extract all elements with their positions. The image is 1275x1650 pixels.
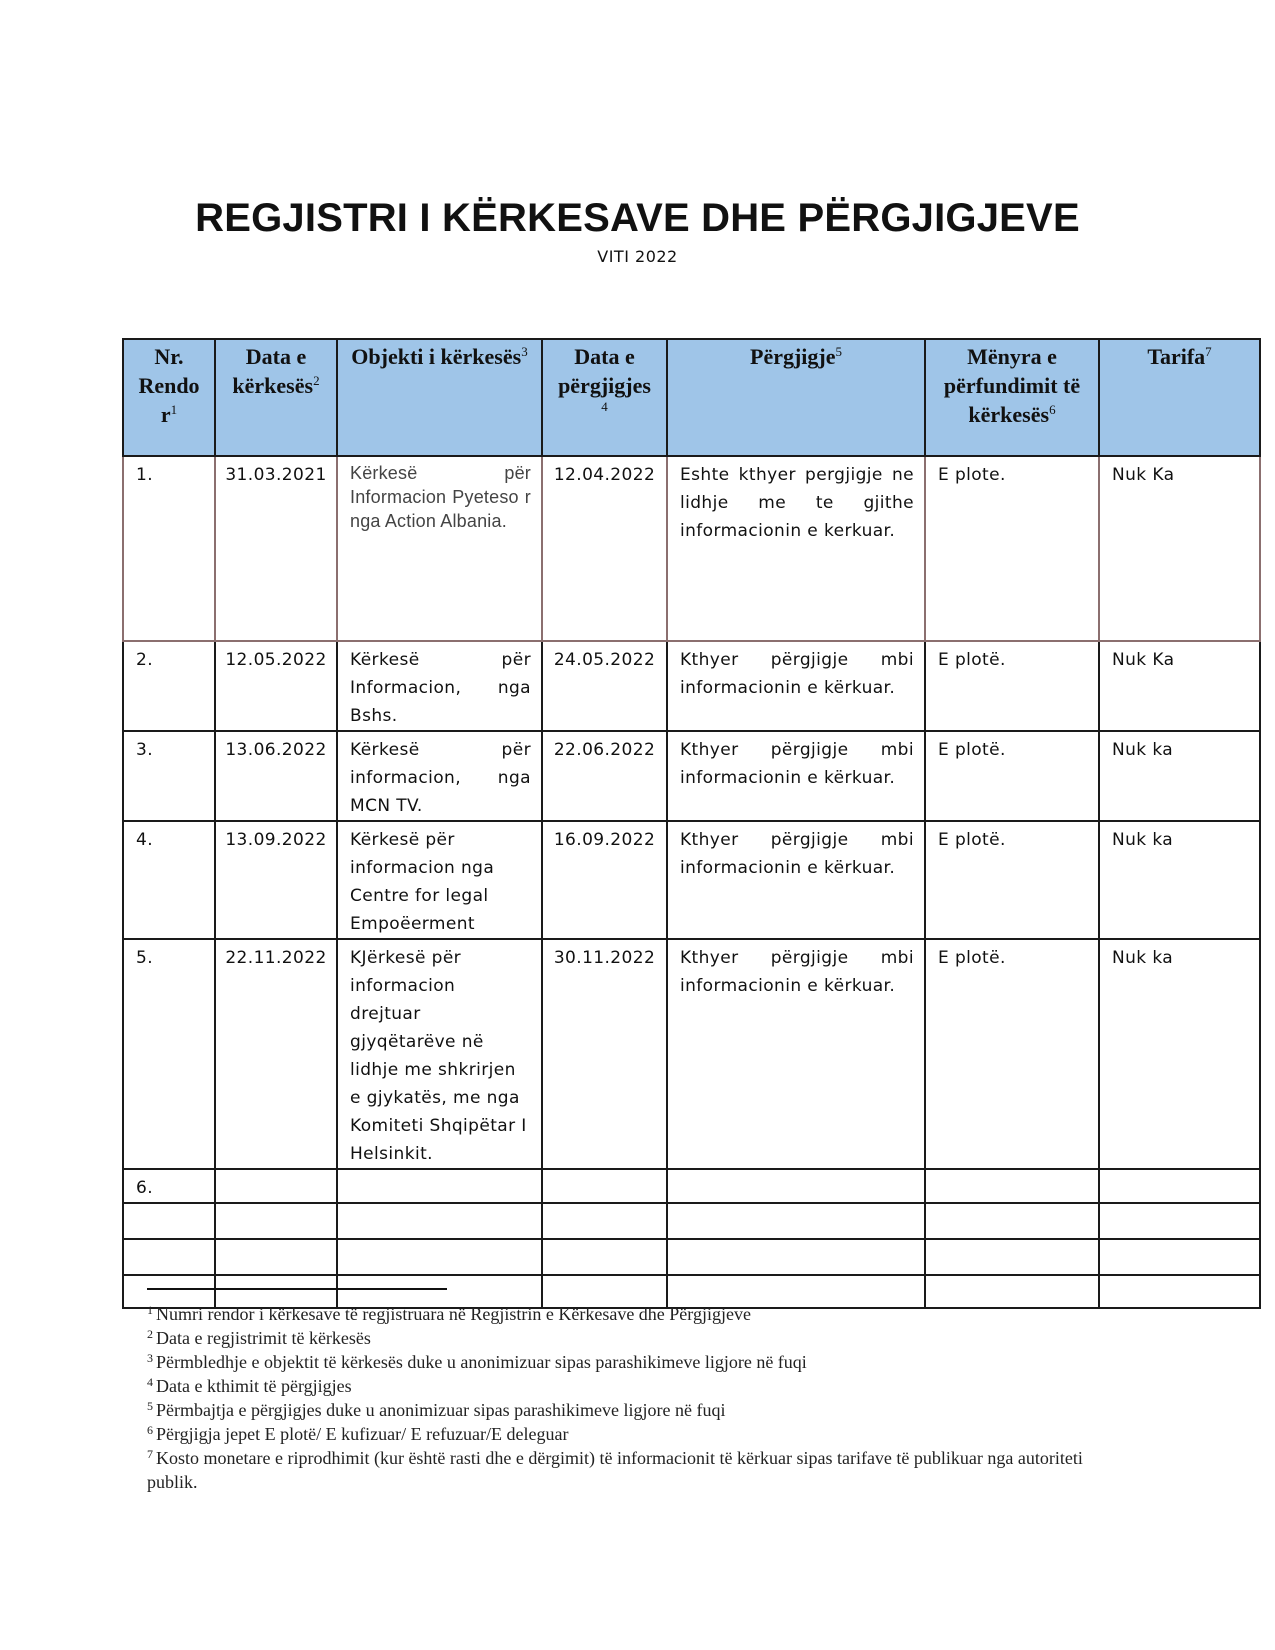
header-data-pergjigjes: Data e përgjigjes 4 (542, 339, 667, 456)
table-row (123, 731, 1260, 821)
cell-nr: 5. (123, 939, 215, 1169)
cell-empty (123, 1203, 215, 1239)
cell-empty (667, 1203, 925, 1239)
cell-nr: 1. (123, 456, 215, 641)
header-menyra: Mënyra e përfundimit të kërkesës$^6$ (925, 339, 1099, 456)
table-row (123, 641, 1260, 731)
cell-data-pergjigjes: 24.05.2022 (542, 641, 667, 731)
cell-menyra: E plotë. (925, 821, 1099, 939)
cell-menyra: E plote. (925, 456, 1099, 641)
cell-empty (337, 1169, 542, 1203)
page-title: REGJISTRI I KËRKESAVE DHE PËRGJIGJEVE (195, 196, 1080, 240)
cell-menyra: E plotë. (925, 731, 1099, 821)
header-data-kerkeses: Data e kërkesës$^2$ (215, 339, 337, 456)
footnote-3: $^3$ Përmbledhje e objektit të kërkesës duke u anonimizuar sipas parashikimeve ligjore në fuqi (147, 1351, 807, 1372)
cell-data-pergjigjes: 30.11.2022 (542, 939, 667, 1169)
table-row (123, 456, 1260, 641)
cell-empty (337, 1239, 542, 1275)
cell-empty (667, 1169, 925, 1203)
cell-empty (1099, 1203, 1260, 1239)
footnote-divider (147, 1288, 447, 1290)
footnote-1: $^1$ Numri rendor i kërkesave të regjistruara në Regjistrin e Kërkesave dhe Përgjigjeve (147, 1303, 751, 1324)
cell-menyra: E plotë. (925, 641, 1099, 731)
cell-pergjigje: Kthyer përgjigje mbi informacionin e kërkuar. (667, 821, 925, 939)
cell-empty (925, 1169, 1099, 1203)
cell-tarifa: Nuk Ka (1099, 456, 1260, 641)
header-tarifa: Tarifa$^7$ (1099, 339, 1260, 456)
table-row-empty (123, 1203, 1260, 1239)
footnote-5: $^5$ Përmbajtja e përgjigjes duke u anonimizuar sipas parashikimeve ligjore në fuqi (147, 1399, 726, 1420)
header-nr-rendor: Nr. Rendo $r^1$ (123, 339, 215, 456)
cell-empty (925, 1203, 1099, 1239)
cell-empty (925, 1239, 1099, 1275)
footnote-6: $^6$ Përgjigja jepet E plotë/ E kufizuar/ E refuzuar/E deleguar (147, 1423, 569, 1444)
cell-tarifa: Nuk ka (1099, 939, 1260, 1169)
footnote-7: $^7$ Kosto monetare e riprodhimit (kur është rasti dhe e dërgimit) të informacionit të kërkuar sipas tarifave të publikuar nga autoriteti publik. (147, 1447, 1083, 1492)
cell-empty (1099, 1239, 1260, 1275)
cell-tarifa: Nuk ka (1099, 821, 1260, 939)
cell-empty (123, 1239, 215, 1275)
cell-data-pergjigjes: 12.04.2022 (542, 456, 667, 641)
cell-data-kerkeses: 13.06.2022 (215, 731, 337, 821)
cell-pergjigje: Kthyer përgjigje mbi informacionin e kërkuar. (667, 939, 925, 1169)
cell-nr: 6. (123, 1169, 215, 1203)
cell-empty (215, 1203, 337, 1239)
cell-empty (215, 1169, 337, 1203)
cell-pergjigje: Kthyer përgjigje mbi informacionin e kërkuar. (667, 731, 925, 821)
cell-objekti: Kërkesë për Informacion, nga Bshs. (337, 641, 542, 731)
table-row-empty (123, 1239, 1260, 1275)
cell-empty (542, 1169, 667, 1203)
cell-tarifa: Nuk Ka (1099, 641, 1260, 731)
footnote-4: $^4$ Data e kthimit të përgjigjes (147, 1375, 352, 1396)
table-row (123, 1169, 1260, 1203)
cell-data-pergjigjes: 22.06.2022 (542, 731, 667, 821)
header-objekti: Objekti i kërkesës$^3$ (337, 339, 542, 456)
cell-tarifa: Nuk ka (1099, 731, 1260, 821)
table-row (123, 939, 1260, 1169)
cell-pergjigje: Kthyer përgjigje mbi informacionin e kërkuar. (667, 641, 925, 731)
cell-empty (1099, 1169, 1260, 1203)
cell-objekti: Kërkesë për informacion, nga MCN TV. (337, 731, 542, 821)
cell-data-pergjigjes: 16.09.2022 (542, 821, 667, 939)
cell-data-kerkeses: 31.03.2021 (215, 456, 337, 641)
cell-empty (542, 1203, 667, 1239)
footnotes (147, 1302, 1137, 1494)
cell-data-kerkeses: 22.11.2022 (215, 939, 337, 1169)
cell-data-kerkeses: 12.05.2022 (215, 641, 337, 731)
cell-objekti: KJërkesë për informacion drejtuar gjyqëtarëve në lidhje me shkrirjen e gjykatës, me nga Komiteti Shqipëtar I Helsinkit. (337, 939, 542, 1169)
page-subtitle: VITI 2022 (597, 247, 678, 266)
cell-empty (542, 1239, 667, 1275)
table-row (123, 821, 1260, 939)
requests-register-table (122, 338, 1261, 1309)
cell-empty (667, 1239, 925, 1275)
header-pergjigje: Përgjigje$^5$ (667, 339, 925, 456)
cell-objekti: Kërkesë për Informacion Pyeteso r nga Action Albania. (337, 456, 542, 641)
cell-nr: 3. (123, 731, 215, 821)
cell-pergjigje: Eshte kthyer pergjigje ne lidhje me te gjithe informacionin e kerkuar. (667, 456, 925, 641)
cell-data-kerkeses: 13.09.2022 (215, 821, 337, 939)
cell-nr: 2. (123, 641, 215, 731)
cell-objekti: Kërkesë për informacion nga Centre for legal Empoëerment (337, 821, 542, 939)
footnote-2: $^2$ Data e regjistrimit të kërkesës (147, 1327, 371, 1348)
table-header-row (123, 339, 1260, 456)
cell-nr: 4. (123, 821, 215, 939)
cell-empty (215, 1239, 337, 1275)
cell-empty (337, 1203, 542, 1239)
cell-menyra: E plotë. (925, 939, 1099, 1169)
